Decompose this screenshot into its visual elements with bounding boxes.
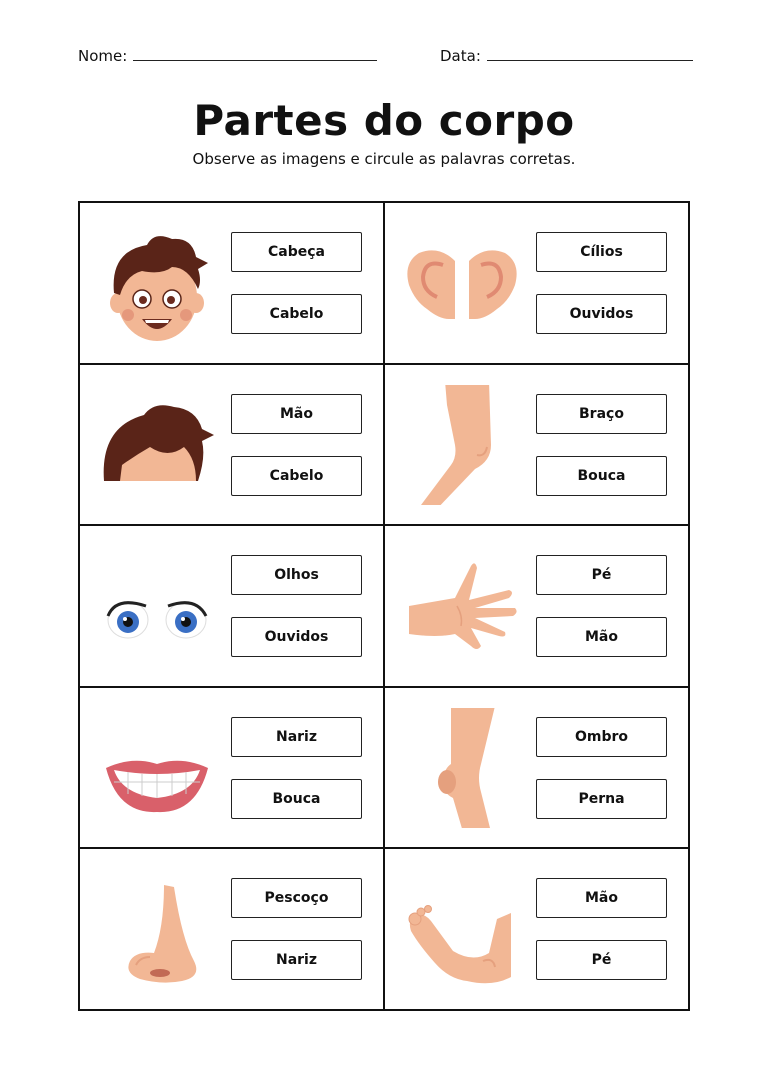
instructions: Observe as imagens e circule as palavras corretas. [192, 150, 576, 168]
option-button[interactable]: Pé [536, 555, 667, 595]
exercise-cell [80, 203, 385, 365]
hair-icon [92, 385, 222, 505]
option-button[interactable]: Cabelo [231, 294, 362, 334]
option-button[interactable]: Olhos [231, 555, 362, 595]
option-button[interactable]: Braço [536, 394, 667, 434]
exercise-cell [385, 849, 690, 1011]
option-button[interactable]: Ouvidos [536, 294, 667, 334]
option-button[interactable]: Bouca [536, 456, 667, 496]
option-button[interactable]: Cabeça [231, 232, 362, 272]
option-button[interactable]: Mão [231, 394, 362, 434]
option-button[interactable]: Cabelo [231, 456, 362, 496]
foot-icon [397, 869, 527, 989]
date-field[interactable] [440, 46, 693, 65]
name-line[interactable] [133, 46, 377, 61]
name-label: Nome: [78, 47, 128, 65]
name-field[interactable] [78, 46, 377, 65]
mouth-icon [92, 708, 222, 828]
exercise-cell [385, 688, 690, 850]
arm-icon [397, 385, 527, 505]
exercise-cell [80, 365, 385, 527]
option-button[interactable]: Cílios [536, 232, 667, 272]
exercise-cell [80, 849, 385, 1011]
exercise-grid [78, 201, 690, 1011]
option-button[interactable]: Nariz [231, 940, 362, 980]
date-label: Data: [440, 47, 481, 65]
option-button[interactable]: Ombro [536, 717, 667, 757]
page-title: Partes do corpo [193, 96, 575, 145]
option-button[interactable]: Pescoço [231, 878, 362, 918]
hand-icon [397, 546, 527, 666]
exercise-cell [385, 203, 690, 365]
exercise-cell [385, 365, 690, 527]
option-button[interactable]: Pé [536, 940, 667, 980]
ears-icon [397, 223, 527, 343]
option-button[interactable]: Bouca [231, 779, 362, 819]
option-button[interactable]: Mão [536, 878, 667, 918]
exercise-cell [385, 526, 690, 688]
option-button[interactable]: Mão [536, 617, 667, 657]
boy-face-icon [92, 223, 222, 343]
exercise-cell [80, 526, 385, 688]
option-button[interactable]: Perna [536, 779, 667, 819]
nose-icon [92, 869, 222, 989]
option-button[interactable]: Ouvidos [231, 617, 362, 657]
date-line[interactable] [487, 46, 693, 61]
leg-icon [397, 708, 527, 828]
option-button[interactable]: Nariz [231, 717, 362, 757]
exercise-cell [80, 688, 385, 850]
eyes-icon [92, 546, 222, 666]
